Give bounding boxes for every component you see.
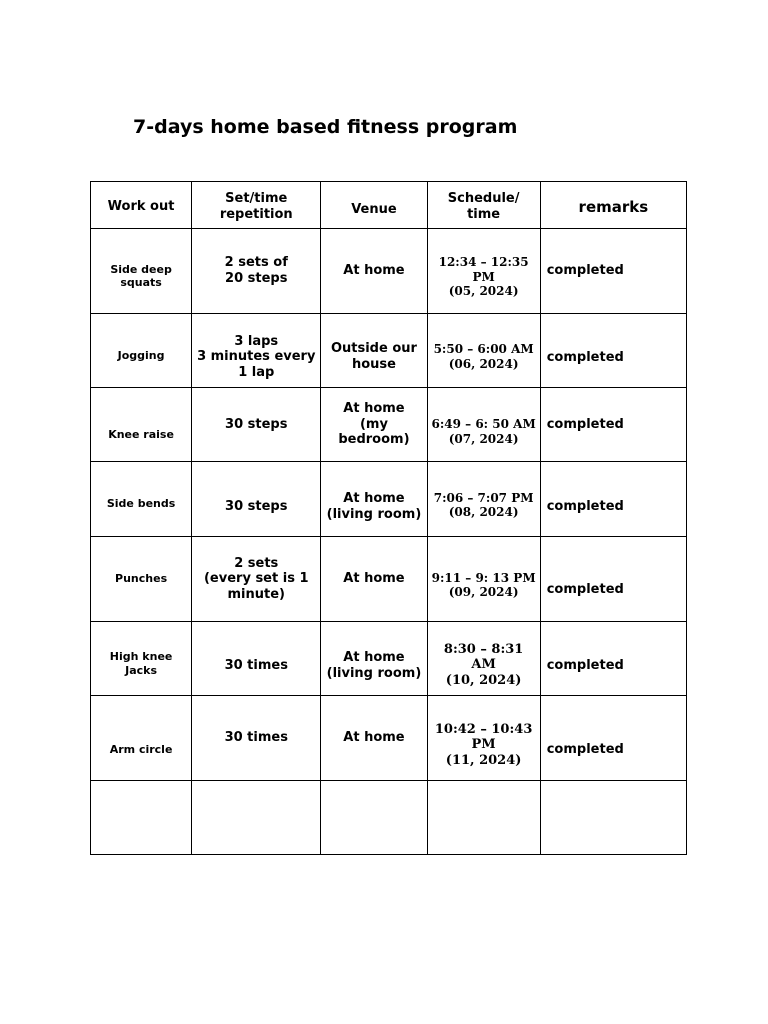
- remarks-cell: [540, 696, 686, 781]
- workout-name: Jogging: [117, 348, 165, 362]
- header-cell: [427, 182, 540, 229]
- venue-cell: [321, 622, 427, 696]
- workout-cell: [91, 537, 192, 622]
- schedule-cell: [427, 696, 540, 781]
- table-row: [91, 696, 687, 781]
- remarks-value: completed: [546, 498, 624, 514]
- schedule-cell: [427, 622, 540, 696]
- remarks-cell: [540, 229, 686, 314]
- schedule-cell: [427, 462, 540, 537]
- sets-value: 3 laps 3 minutes every 1 lap: [197, 333, 316, 380]
- remarks-value: completed: [546, 741, 624, 757]
- table-row: [91, 537, 687, 622]
- workout-cell: [91, 696, 192, 781]
- sets-cell: [192, 388, 321, 462]
- venue-cell: [321, 537, 427, 622]
- sets-cell: [192, 537, 321, 622]
- workout-name: Side bends: [106, 497, 176, 511]
- remarks-cell: [540, 462, 686, 537]
- workout-cell: [91, 622, 192, 696]
- page-title: 7-days home based fitness program: [133, 116, 518, 138]
- remarks-cell: [540, 314, 686, 388]
- table-row: [91, 314, 687, 388]
- workout-cell: [91, 781, 192, 855]
- header-schedule: Schedule/ time: [447, 190, 520, 222]
- header-sets: Set/time repetition: [219, 190, 293, 222]
- sets-value: 2 sets (every set is 1 minute): [203, 555, 309, 602]
- sets-value: 2 sets of 20 steps: [224, 255, 288, 286]
- table-header-row: [91, 182, 687, 229]
- venue-value: At home (living room): [326, 490, 422, 522]
- schedule-value: 5:50 – 6:00 AM (06, 2024): [433, 342, 534, 371]
- schedule-cell: [427, 781, 540, 855]
- venue-value: At home: [343, 730, 405, 746]
- remarks-value: completed: [546, 263, 624, 279]
- venue-value: Outside our house: [330, 341, 417, 372]
- workout-name: Punches: [115, 572, 168, 586]
- schedule-cell: [427, 388, 540, 462]
- header-cell: [91, 182, 192, 229]
- sets-value: 30 steps: [225, 498, 288, 514]
- sets-cell: [192, 781, 321, 855]
- table-row: [91, 622, 687, 696]
- sets-value: 30 times: [224, 730, 288, 746]
- remarks-value: completed: [546, 658, 624, 674]
- schedule-value: 9:11 – 9: 13 PM (09, 2024): [431, 570, 536, 599]
- venue-cell: [321, 696, 427, 781]
- table-row: [91, 229, 687, 314]
- header-cell: [321, 182, 427, 229]
- table-row: [91, 388, 687, 462]
- remarks-cell: [540, 388, 686, 462]
- venue-value: At home: [343, 571, 405, 587]
- workout-cell: [91, 388, 192, 462]
- sets-value: 30 steps: [225, 416, 288, 432]
- sets-cell: [192, 696, 321, 781]
- schedule-value: 7:06 – 7:07 PM (08, 2024): [433, 490, 534, 519]
- remarks-cell: [540, 537, 686, 622]
- venue-cell: [321, 781, 427, 855]
- remarks-cell: [540, 781, 686, 855]
- schedule-cell: [427, 229, 540, 314]
- remarks-value: completed: [546, 416, 624, 432]
- sets-cell: [192, 314, 321, 388]
- header-cell: [540, 182, 686, 229]
- schedule-value: 10:42 – 10:43 PM (11, 2024): [434, 721, 533, 768]
- sets-value: 30 times: [224, 658, 288, 674]
- venue-cell: [321, 388, 427, 462]
- workout-name: Arm circle: [109, 742, 173, 756]
- workout-cell: [91, 229, 192, 314]
- venue-value: At home (my bedroom): [338, 401, 410, 448]
- workout-name: High knee Jacks: [109, 650, 173, 677]
- venue-value: At home: [343, 263, 405, 279]
- header-venue: Venue: [351, 202, 397, 218]
- sets-cell: [192, 622, 321, 696]
- schedule-cell: [427, 314, 540, 388]
- table-row: [91, 462, 687, 537]
- header-workout: Work out: [107, 198, 175, 214]
- schedule-value: 8:30 – 8:31 AM (10, 2024): [443, 641, 524, 688]
- sets-cell: [192, 229, 321, 314]
- table-row-empty: [91, 781, 687, 855]
- header-cell: [192, 182, 321, 229]
- workout-cell: [91, 314, 192, 388]
- venue-value: At home (living room): [326, 650, 422, 681]
- workout-name: Side deep squats: [110, 262, 172, 289]
- schedule-cell: [427, 537, 540, 622]
- schedule-value: 6:49 – 6: 50 AM (07, 2024): [431, 417, 536, 446]
- sets-cell: [192, 462, 321, 537]
- workout-name: Knee raise: [108, 428, 174, 442]
- venue-cell: [321, 462, 427, 537]
- venue-cell: [321, 229, 427, 314]
- venue-cell: [321, 314, 427, 388]
- remarks-value: completed: [546, 582, 624, 598]
- workout-cell: [91, 462, 192, 537]
- header-remarks: remarks: [578, 197, 649, 216]
- schedule-value: 12:34 – 12:35 PM (05, 2024): [438, 255, 529, 299]
- fitness-program-table: [90, 181, 687, 855]
- remarks-value: completed: [546, 350, 624, 366]
- remarks-cell: [540, 622, 686, 696]
